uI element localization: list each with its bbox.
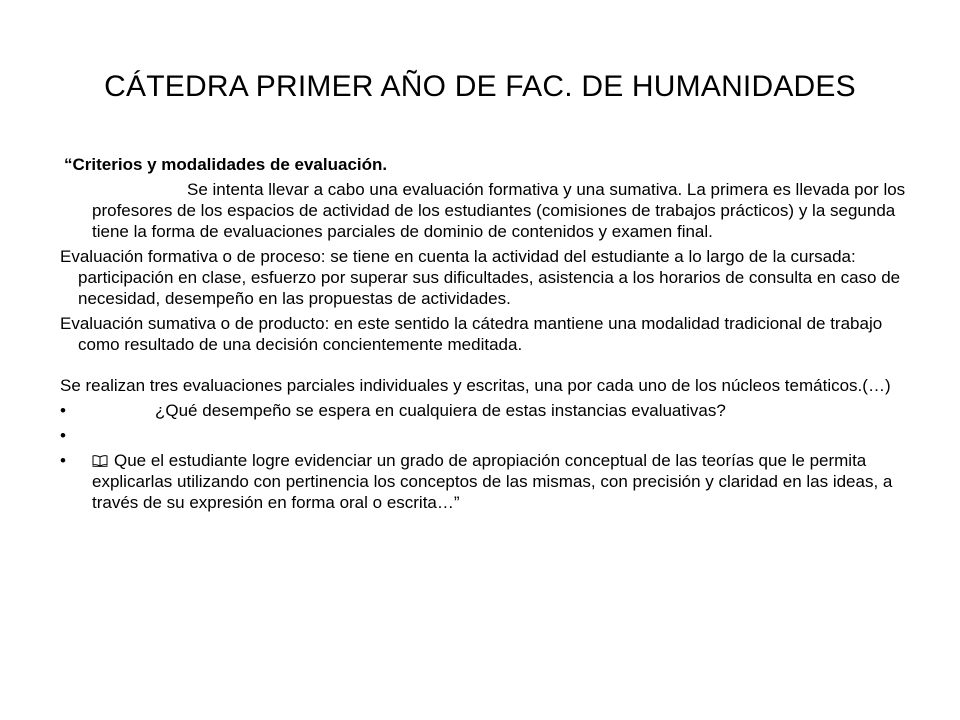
formative-evaluation-paragraph: Evaluación formativa o de proceso: se tiene en cuenta la actividad del estudiante a lo largo de la cursada: participación en clase, esfuerzo por superar sus dificultades, asistencia a los horarios de consulta en caso de necesidad, desempeño en las propuestas de actividades. [60,247,901,308]
summative-evaluation-paragraph: Evaluación sumativa o de producto: en este sentido la cátedra mantiene una modalidad tradicional de trabajo como resultado de una decisión concientemente meditada. [60,314,883,354]
partial-exams-paragraph: Se realizan tres evaluaciones parciales individuales y escritas, una por cada uno de los núcleos temáticos.(…) [60,376,891,395]
intro-text: Se intenta llevar a cabo una evaluación formativa y una sumativa. La primera es llevada por los profesores de los espacios de actividad de los estudiantes (comisiones de trabajos prácticos) y la segunda tiene la forma de evaluaciones parciales de dominio de contenidos y examen final. [92,180,906,241]
slide-body [60,154,910,517]
paragraph-spacer [60,359,910,375]
slide-title: CÁTEDRA PRIMER AÑO DE FAC. DE HUMANIDADES [104,70,856,103]
bullet-dot: • [60,451,66,470]
question-text: ¿Qué desempeño se espera en cualquiera de estas instancias evaluativas? [155,401,726,420]
bullet-item-answer [60,450,910,513]
bullet-dot: • [60,401,66,420]
bullet-dot: • [60,426,66,445]
bullet-item-empty [60,425,910,446]
section-heading: “Criterios y modalidades de evaluación. [64,155,388,174]
intro-paragraph [60,179,910,242]
bullet-item-question [60,400,910,421]
open-book-icon [92,454,108,467]
answer-text: Que el estudiante logre evidenciar un grado de apropiación conceptual de las teorías que le permita explicarlas utilizando con pertinencia los conceptos de las mismas, con precisión y claridad en las ideas, a través de su expresión en forma oral o escrita…” [92,451,893,512]
